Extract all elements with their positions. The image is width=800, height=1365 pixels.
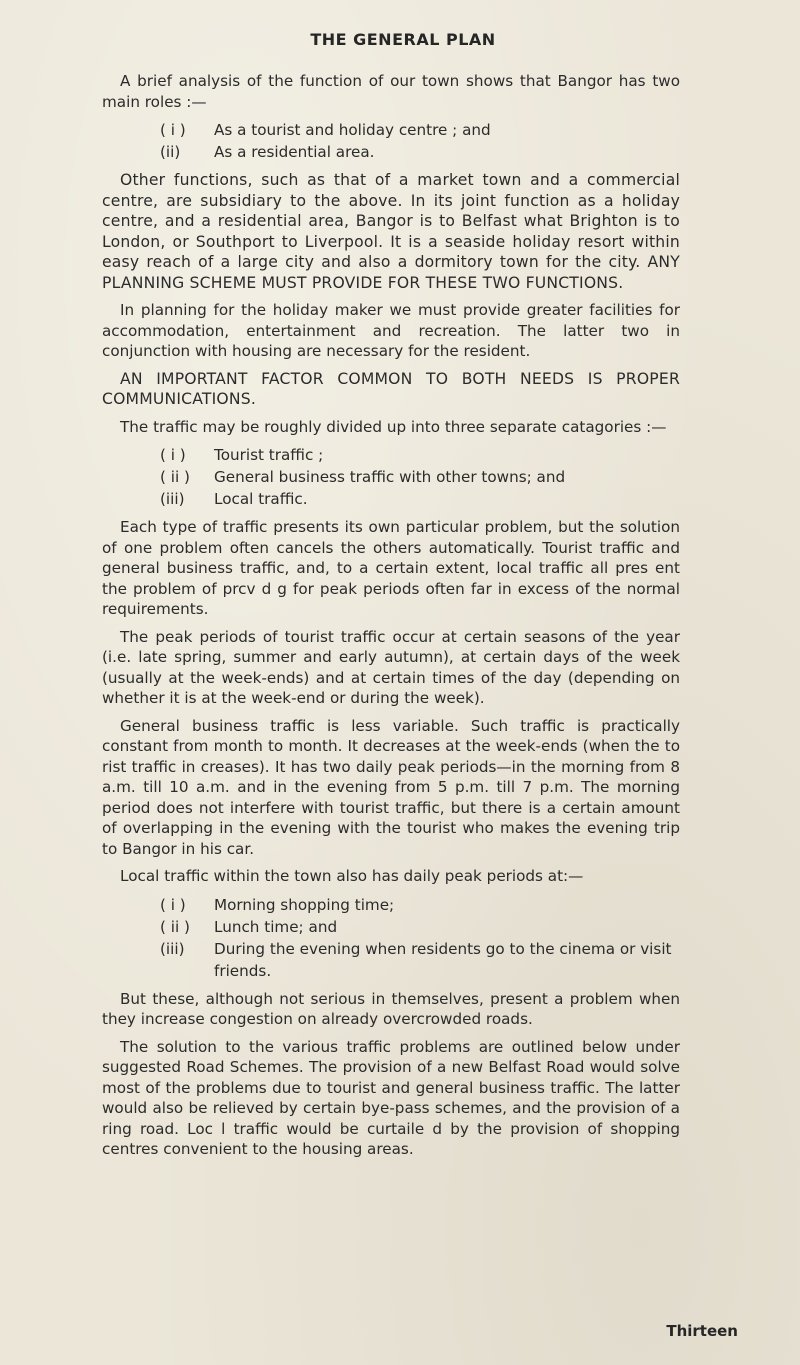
roles-list bbox=[102, 119, 680, 163]
list-item: ( i ) As a tourist and holiday centre ; and bbox=[160, 121, 491, 139]
page-number: Thirteen bbox=[666, 1322, 738, 1340]
list-item: ( ii ) Lunch time; and bbox=[160, 917, 338, 936]
peak-periods-paragraph: The peak periods of tourist traffic occur at certain seasons of the year (i.e. late spring, summer and early autumn), at certain days of the week (usually at the week-ends) and at certain times of the day (depending on whether it is at the week-end or during the week). bbox=[102, 627, 680, 707]
list-item: ( ii ) General business traffic with other towns; and bbox=[160, 468, 566, 486]
page-title: THE GENERAL PLAN bbox=[310, 30, 496, 49]
traffic-types-list bbox=[102, 444, 680, 510]
general-business-paragraph: General business traffic is less variable. Such traffic is practically constant from month to month. It decreases at the week-ends (when the to rist traffic in creases). It has two daily peak periods—in the morning from 8 a.m. till 10 a.m. and in the evening from 5 p.m. till 7 p.m. The morning period does not interfere with tourist traffic, but there is a certain amount of overlapping in the evening with the tourist who makes the evening trip to Bangor in his car. bbox=[102, 716, 680, 858]
list-item: (iii) Local traffic. bbox=[160, 490, 308, 508]
each-type-paragraph: Each type of traffic presents its own particular problem, but the solution of one problem often cancels the others automatically. Tourist traffic and general business traffic, and, to a certain extent, local traffic all pres ent the problem of prcv d g for peak periods often far in excess of the normal requirements. bbox=[102, 518, 680, 618]
traffic-categories-paragraph: The traffic may be roughly divided up into three separate catagories :— bbox=[120, 417, 667, 436]
other-functions-paragraph: Other functions, such as that of a market town and a commercial centre, are subsidiary to the above. In its joint function as a holiday centre, and a residential area, Bangor is to Belfast what Brighton is to London, or Southport to Liverpool. It is a seaside holiday resort within easy reach of a large city and also a dormitory town for the city. ANY PLANNING SCHEME MUST PROVIDE FOR THESE TWO FUNCTIONS. bbox=[102, 171, 680, 292]
local-traffic-paragraph: Local traffic within the town also has daily peak periods at:— bbox=[120, 867, 584, 885]
list-item: (ii) As a residential area. bbox=[160, 143, 375, 161]
holiday-maker-paragraph: In planning for the holiday maker we must provide greater facilities for accommodation, entertainment and recreation. The latter two in conjunction with housing are necessary for the resident. bbox=[102, 301, 680, 360]
intro-paragraph: A brief analysis of the function of our town shows that Bangor has two main roles :— bbox=[102, 72, 680, 111]
local-peaks-list bbox=[102, 894, 680, 982]
congestion-paragraph: But these, although not serious in themselves, present a problem when they increase congestion on already overcrowded roads. bbox=[102, 989, 680, 1028]
list-item: ( i ) Morning shopping time; bbox=[160, 895, 395, 914]
important-factor-paragraph: AN IMPORTANT FACTOR COMMON TO BOTH NEEDS IS PROPER COMMUNICATIONS. bbox=[102, 369, 680, 408]
solution-paragraph: The solution to the various traffic problems are outlined below under suggested Road Schemes. The provision of a new Belfast Road would solve most of the problems due to tourist and general business traffic. The latter would also be relieved by certain bye-pass schemes, and the provision of a ring road. Loc l traffic would be curtaile d by the provision of shopping centres convenient to the housing areas. bbox=[102, 1037, 680, 1158]
list-item: ( i ) Tourist traffic ; bbox=[160, 446, 324, 464]
list-item: (iii) During the evening when residents go to the cinema or visit friends. bbox=[160, 939, 672, 980]
page-body bbox=[102, 30, 680, 1167]
